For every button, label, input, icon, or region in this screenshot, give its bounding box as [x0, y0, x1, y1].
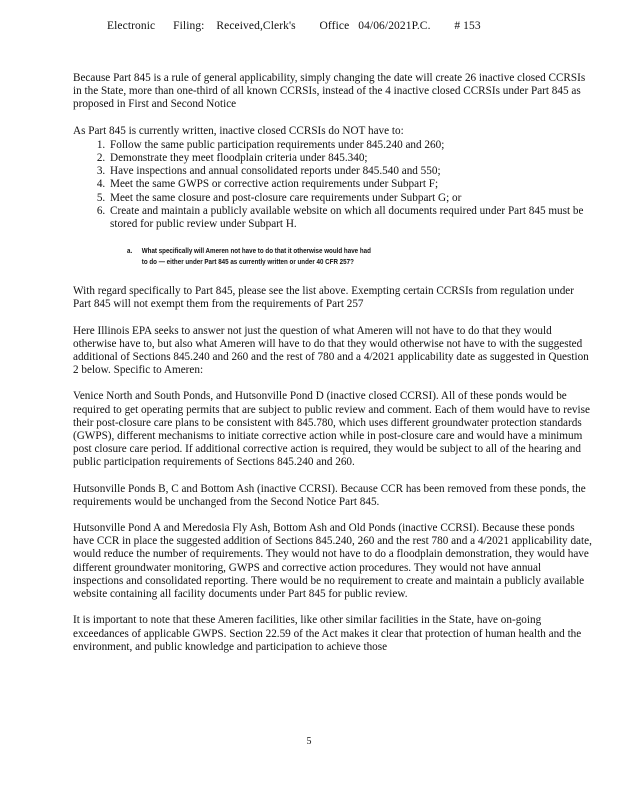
paragraph-list-intro: As Part 845 is currently written, inactive closed CCRSIs do NOT have to:: [73, 124, 404, 137]
sub-question: [127, 245, 509, 267]
sub-question-label: a.: [127, 246, 133, 256]
list-item: 2. Demonstrate they meet floodplain criteria under 845.340;: [108, 152, 593, 165]
sub-question-line-2: to do — either under Part 845 as currently written or under 40 CFR 257?: [141, 257, 354, 267]
list-item: 1. Follow the same public participation requirements under 845.240 and 260;: [108, 139, 593, 152]
paragraph-illinois-epa: Here Illinois EPA seeks to answer not just the question of what Ameren will not have to do that they would otherwise have to, but also what Ameren will have to do that they would otherwise not have to with the suggested additional of Sections 845.240 and 260 and the rest of 780 and a 4/2021 applicability date as suggested in Question 2 below. Specific to Ameren:: [73, 324, 589, 377]
list-item: 6. Create and maintain a publicly available website on which all documents required under Part 845 must be stored for public review under Subpart H.: [108, 205, 593, 231]
paragraph-hutsonville-a-meredosia: Hutsonville Pond A and Meredosia Fly Ash, Bottom Ash and Old Ponds (inactive CCRSI). Because these ponds have CCR in place the suggested addition of Sections 845.240, 260 and the rest 780 and a 4/2021 applicability date, would reduce the number of requirements. They would not have to do a floodplain demonstration, they would have different groundwater monitoring, GWPS and corrective action procedures. They would not have annual inspections and consolidated reporting. There would be no requirement to create and maintain a publicly available website containing all facility documents under Part 845 for public review.: [73, 522, 592, 601]
electronic-filing-header: Electronic Filing: Received,Clerk's Office 04/06/2021P.C. # 153: [107, 20, 481, 32]
paragraph-date-change: Because Part 845 is a rule of general applicability, simply changing the date will create 26 inactive closed CCRSIs in the State, more than one-third of all known CCRSIs, instead of the 4 inactive closed CCRSIs under Part 845 as proposed in First and Second Notice: [73, 72, 586, 111]
list-item: 5. Meet the same closure and post-closure care requirements under Subpart G; or: [108, 192, 593, 205]
list-item: 3. Have inspections and annual consolidated reports under 845.540 and 550;: [108, 165, 593, 178]
paragraph-venice-ponds: Venice North and South Ponds, and Hutsonville Pond D (inactive closed CCRSI). All of these ponds would be required to get operating permits that are subject to public review and comment. Each of them would have to revise their post-closure care plans to be consistent with 845.780, which uses different groundwater protection standards (GWPS), different mechanisms to initiate corrective action while in post-closure care and would have a minimum post closure care period. If additional corrective action is required, they would be subject to all of the hearing and public participation requirements of Sections 845.240 and 260.: [73, 390, 590, 469]
document-body: [73, 72, 593, 667]
list-item: 4. Meet the same GWPS or corrective action requirements under Subpart F;: [108, 178, 593, 191]
exemption-list: [73, 139, 593, 231]
page-number: 5: [306, 736, 312, 747]
paragraph-exceedances: It is important to note that these Ameren facilities, like other similar facilities in the State, have on-going exceedances of applicable GWPS. Section 22.59 of the Act makes it clear that protection of human health and the environment, and public knowledge and participation to achieve those: [73, 614, 582, 653]
sub-question-line-1: What specifically will Ameren not have to do that it otherwise would have had: [141, 246, 371, 256]
paragraph-part-845: With regard specifically to Part 845, please see the list above. Exempting certain CCRSIs from regulation under Part 845 will not exempt them from the requirements of Part 257: [73, 285, 574, 311]
paragraph-hutsonville-bc: Hutsonville Ponds B, C and Bottom Ash (inactive CCRSI). Because CCR has been removed from these ponds, the requirements would be unchanged from the Second Notice Part 845.: [73, 482, 586, 508]
